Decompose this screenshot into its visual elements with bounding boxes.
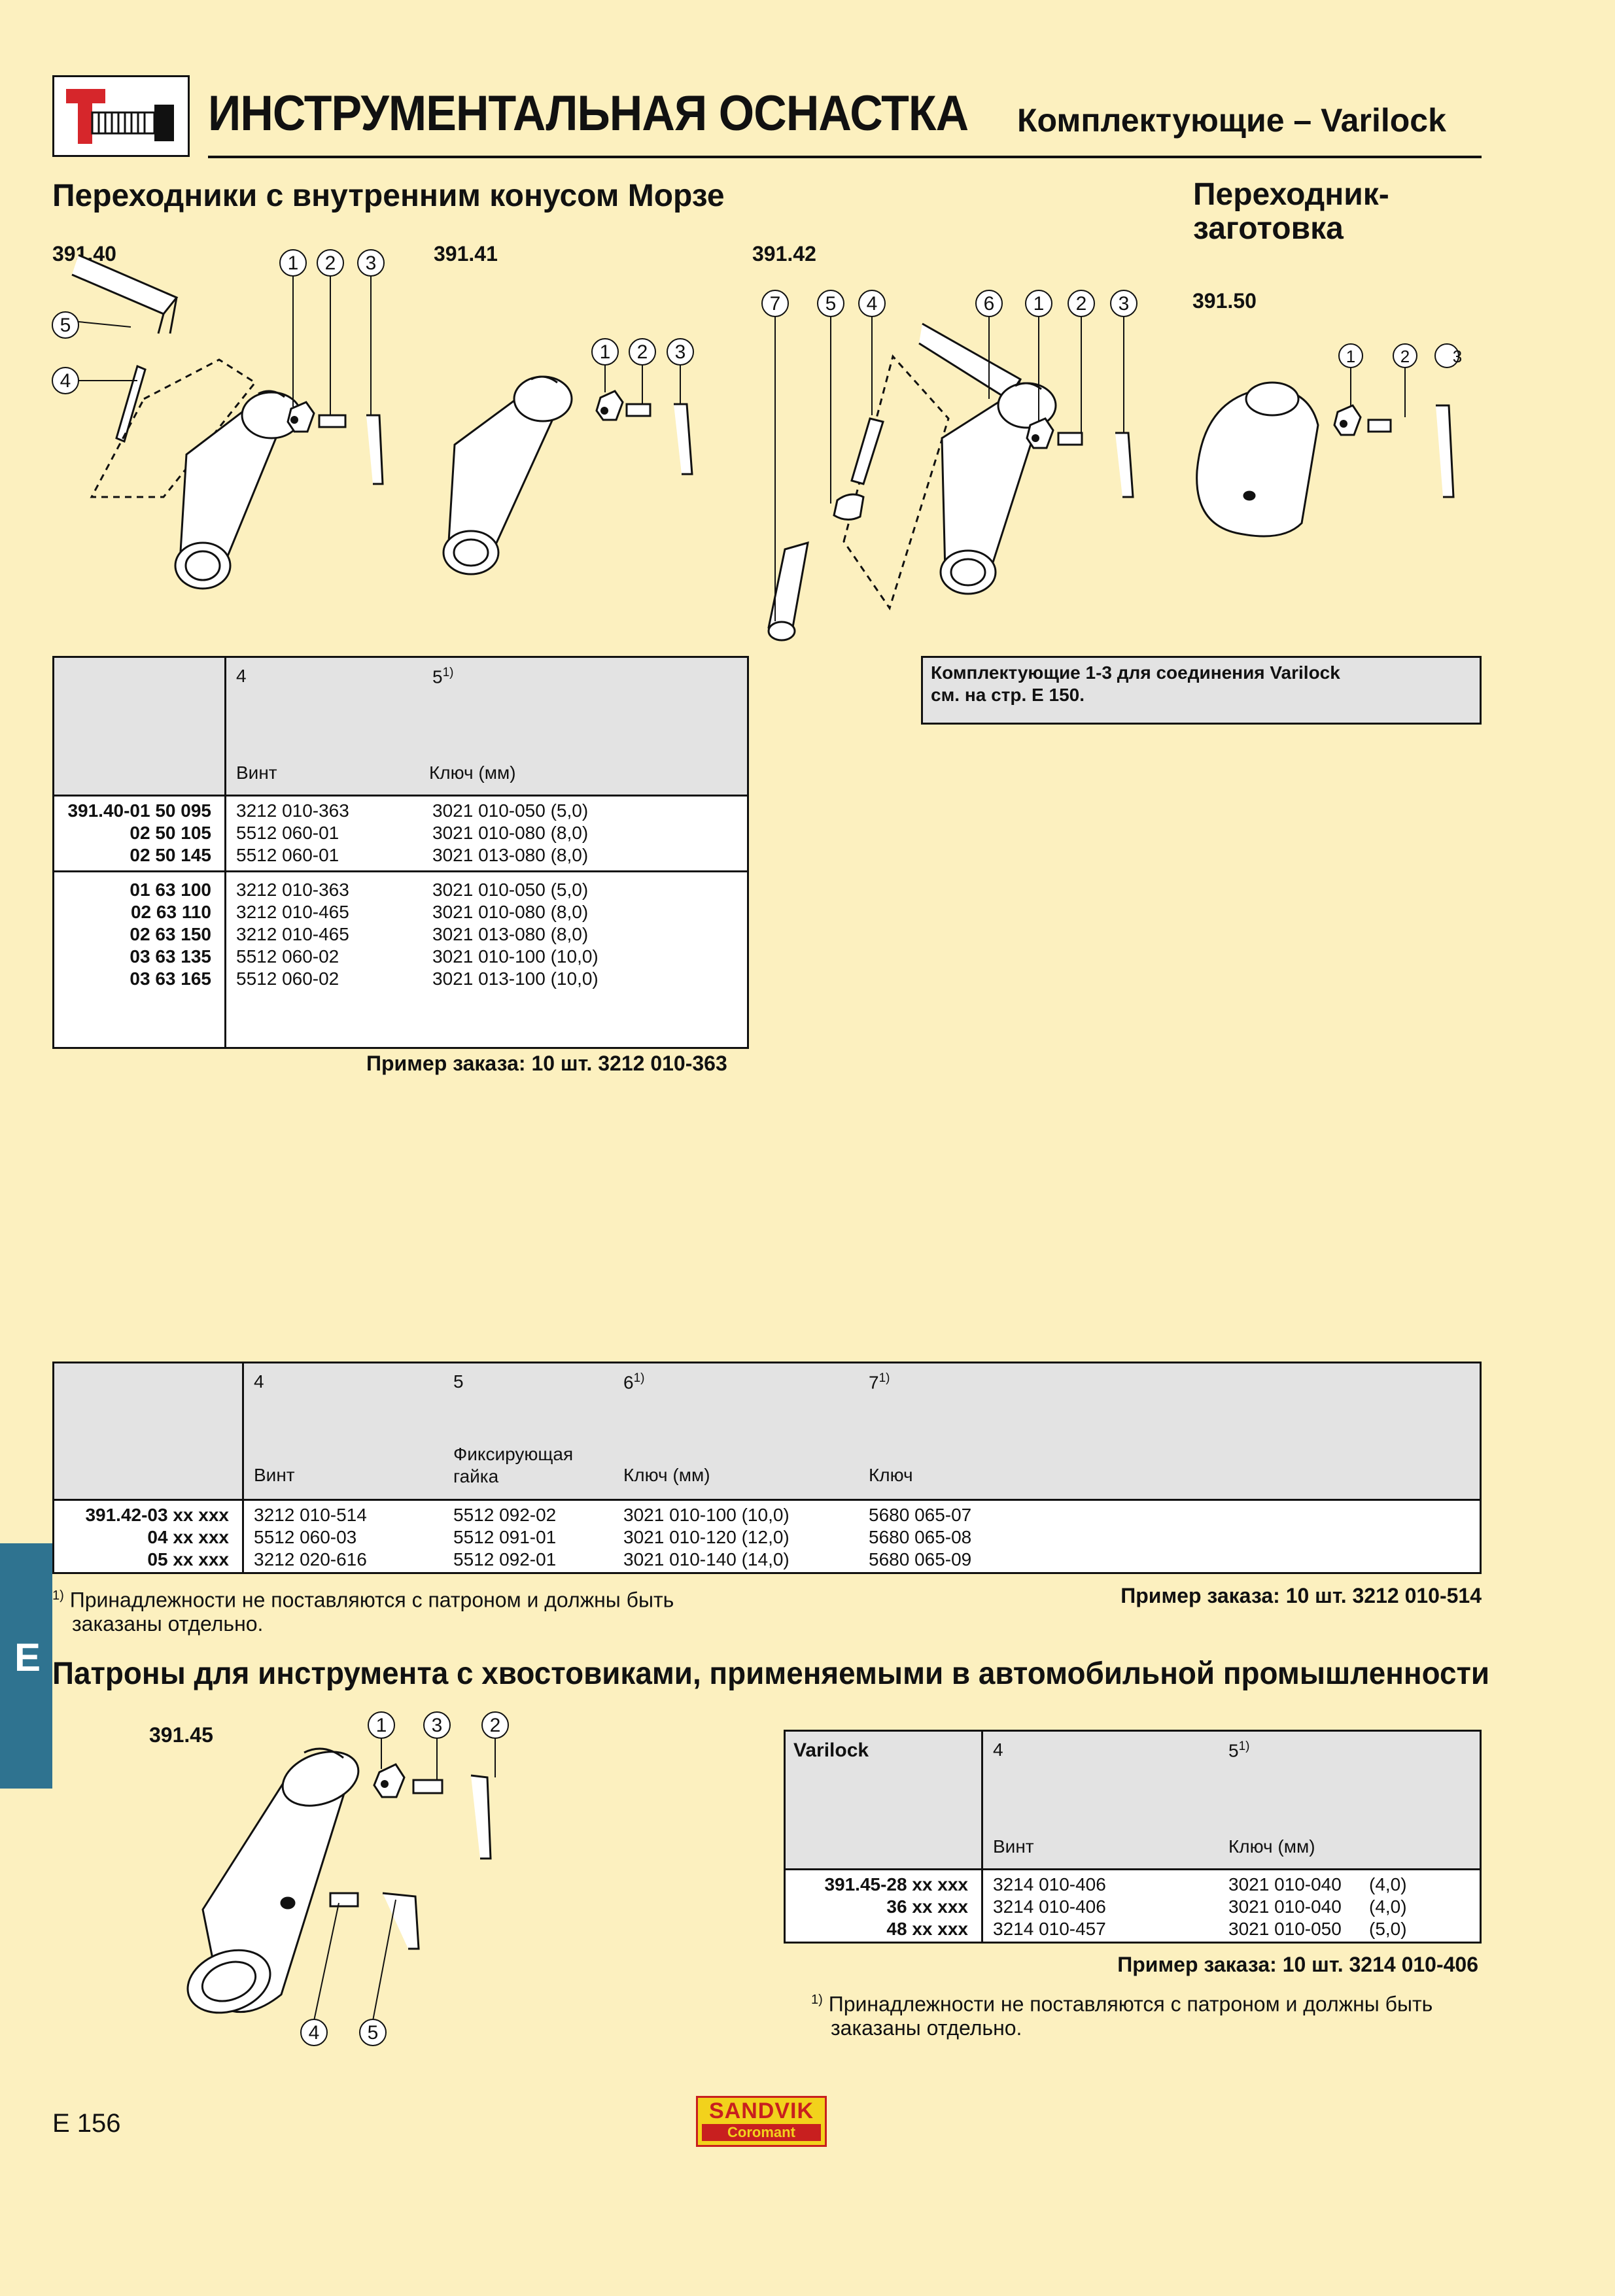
table-cell: 3021 010-080 (8,0) xyxy=(432,902,589,922)
callout-391-42-5-label: 5 xyxy=(825,293,837,315)
table-cell: 5512 091-01 xyxy=(453,1527,557,1547)
table-cell: 3021 010-100 (10,0) xyxy=(432,946,599,967)
table-cell: 3212 010-465 xyxy=(236,902,349,922)
table-cell: 3212 020-616 xyxy=(254,1549,367,1569)
table-cell: 3214 010-406 xyxy=(993,1896,1106,1917)
table2-col-num-6-value: 6 xyxy=(623,1372,634,1393)
page-title: ИНСТРУМЕНТАЛЬНАЯ ОСНАСТКА xyxy=(208,86,969,141)
table2-col-name-key: Ключ xyxy=(869,1465,913,1485)
page-subtitle: Комплектующие – Varilock xyxy=(1017,102,1446,139)
table-row: 36 xx xxx xyxy=(886,1896,968,1917)
header-divider xyxy=(208,156,1482,158)
table-cell: 5512 060-02 xyxy=(236,946,339,967)
table1-col-name-key: Ключ (мм) xyxy=(429,762,516,783)
drawing-391-45 xyxy=(164,1707,530,2053)
table-row: 02 50 105 xyxy=(130,823,211,843)
callout-391-41-1-label: 1 xyxy=(599,341,611,363)
code-391-50: 391.50 xyxy=(1192,289,1257,313)
table-cell: 3212 010-363 xyxy=(236,880,349,900)
table1-col-num-4: 4 xyxy=(236,666,247,686)
blank-adapter-title-line1: Переходник- xyxy=(1193,177,1389,212)
varilock-info-box xyxy=(921,656,1482,725)
table-cell: 3214 010-406 xyxy=(993,1874,1106,1894)
table2-col-num-5: 5 xyxy=(453,1371,464,1392)
callout-391-50-3-label: 3 xyxy=(1452,347,1463,366)
table-cell: 3021 013-080 (8,0) xyxy=(432,845,589,865)
table-row: 03 63 135 xyxy=(130,946,211,967)
page-number: E 156 xyxy=(52,2109,121,2138)
table2-col-sup-7: 1) xyxy=(878,1371,890,1385)
callout-391-40-1-label: 1 xyxy=(287,252,299,274)
table3-header-cell xyxy=(982,1731,1481,1870)
table3-corner-cell: Varilock xyxy=(785,1731,982,1870)
table-cell: 5512 060-01 xyxy=(236,845,339,865)
callout-391-40-3-label: 3 xyxy=(365,252,377,274)
code-391-45: 391.45 xyxy=(149,1723,213,1747)
table2-header-cell xyxy=(243,1363,1481,1500)
table3-footnote xyxy=(811,1988,1433,2040)
table2-col-num-6 xyxy=(623,1371,644,1393)
table-cell: 3021 013-080 (8,0) xyxy=(432,924,589,944)
callout-391-45-5-label: 5 xyxy=(367,2022,379,2044)
drawing-391-40 xyxy=(46,235,399,602)
callout-391-42-7-label: 7 xyxy=(769,293,781,315)
table3-footnote-mark: 1) xyxy=(811,1993,823,2007)
callout-391-42-4-label: 4 xyxy=(866,293,878,315)
table2-codes xyxy=(54,1500,243,1573)
callout-391-40-5-label: 5 xyxy=(60,315,71,336)
section-title-morse-adapters: Переходники с внутренним конусом Морзе xyxy=(52,179,725,213)
table3-col-name-screw: Винт xyxy=(993,1836,1034,1857)
section-tab-letter: E xyxy=(14,1636,41,1679)
table1-col-num-5-value: 5 xyxy=(432,666,443,687)
table3-footnote-line2: заказаны отдельно. xyxy=(831,2015,1022,2040)
brand-line2: Coromant xyxy=(702,2124,821,2141)
table-cell: 3212 010-514 xyxy=(254,1505,367,1525)
table-row: 02 63 150 xyxy=(130,924,211,944)
callout-391-41-2-label: 2 xyxy=(636,341,648,363)
drawing-391-41 xyxy=(419,327,706,575)
table1-corner-cell xyxy=(54,657,226,796)
table-cell: 5512 060-02 xyxy=(236,968,339,989)
table-cell: 3214 010-457 xyxy=(993,1919,1106,1939)
table1-group1-values xyxy=(226,796,748,872)
callout-391-45-2-label: 2 xyxy=(489,1715,501,1736)
table1-group1-codes xyxy=(54,796,226,872)
table1-col-num-5 xyxy=(432,666,453,687)
table-cell: 3212 010-465 xyxy=(236,924,349,944)
table-cell: 5680 065-09 xyxy=(869,1549,972,1569)
table2-col-name-key-mm: Ключ (мм) xyxy=(623,1465,710,1485)
table1-order-example: Пример заказа: 10 шт. 3212 010-363 xyxy=(366,1052,727,1075)
section-title-automotive-chucks: Патроны для инструмента с хвостовиками, применяемыми в автомобильной промышленности xyxy=(52,1656,1490,1691)
table-cell: 5680 065-07 xyxy=(869,1505,972,1525)
table-row: 391.40-01 50 095 xyxy=(67,800,211,821)
table-row: 02 50 145 xyxy=(130,845,211,865)
table3-order-example: Пример заказа: 10 шт. 3214 010-406 xyxy=(1117,1953,1478,1976)
table-row: 04 xx xxx xyxy=(147,1527,229,1547)
callout-391-42-1-label: 1 xyxy=(1033,293,1045,315)
callout-391-50-2-label: 2 xyxy=(1400,347,1410,366)
table3-col-num-5 xyxy=(1228,1739,1249,1761)
blank-adapter-title-line2: заготовка xyxy=(1193,211,1344,246)
table-row: 03 63 165 xyxy=(130,968,211,989)
callout-391-50-1-label: 1 xyxy=(1346,347,1356,366)
table-cell: 3021 010-140 (14,0) xyxy=(623,1549,790,1569)
table3-codes xyxy=(785,1870,982,1943)
table2-col-num-7-value: 7 xyxy=(869,1372,879,1393)
table2-col-name-nut xyxy=(453,1443,573,1488)
section-title-blank-adapter xyxy=(1193,178,1389,246)
table2-footnote-mark: 1) xyxy=(52,1588,64,1603)
table-row: 48 xx xxx xyxy=(886,1919,968,1939)
table-row: 391.42-03 xx xxx xyxy=(85,1505,229,1525)
info-box-line2: см. на стр. E 150. xyxy=(931,685,1085,705)
table-row: 02 63 110 xyxy=(130,902,211,922)
callout-391-42-2-label: 2 xyxy=(1075,293,1087,315)
table2-col-sup-6: 1) xyxy=(633,1371,645,1385)
code-391-40: 391.40 xyxy=(52,242,116,266)
callout-391-45-4-label: 4 xyxy=(308,2022,320,2044)
callout-391-45-1-label: 1 xyxy=(375,1715,387,1736)
table2-col-num-7 xyxy=(869,1371,890,1393)
table1-group2-values xyxy=(226,872,748,1048)
table2-footnote xyxy=(52,1584,674,1636)
table1-group2-codes xyxy=(54,872,226,1048)
table-morse-adapter-parts xyxy=(52,656,749,1049)
table2-footnote-line1: Принадлежности не поставляются с патроном и должны быть xyxy=(69,1588,674,1612)
callout-391-45-3-label: 3 xyxy=(431,1715,443,1736)
table-cell: 3021 010-050 (5,0) xyxy=(432,880,589,900)
table1-header-cell xyxy=(226,657,748,796)
table-cell: 5512 092-01 xyxy=(453,1549,557,1569)
table2-col-num-4: 4 xyxy=(254,1371,264,1392)
t-handle-wrench-icon xyxy=(54,77,188,155)
catalog-section-logo xyxy=(52,75,190,157)
table2-corner-cell xyxy=(54,1363,243,1500)
table3-values xyxy=(982,1870,1481,1943)
table-cell: (4,0) xyxy=(1369,1896,1407,1917)
table1-col-name-screw: Винт xyxy=(236,762,277,783)
table-391-45-parts xyxy=(784,1730,1482,1944)
table-row: 391.45-28 xx xxx xyxy=(824,1874,968,1894)
table-cell: 3021 013-100 (10,0) xyxy=(432,968,599,989)
table2-footnote-line2: заказаны отдельно. xyxy=(72,1611,264,1636)
code-391-42: 391.42 xyxy=(752,242,816,266)
brand-line1: SANDVIK xyxy=(708,2099,814,2123)
table-391-42-parts xyxy=(52,1362,1482,1574)
table2-col-name-nut-line1: Фиксирующая xyxy=(453,1444,574,1464)
table-cell: 3021 010-080 (8,0) xyxy=(432,823,589,843)
info-box-line1: Комплектующие 1-3 для соединения Varilock xyxy=(931,662,1340,683)
table2-order-example: Пример заказа: 10 шт. 3212 010-514 xyxy=(1120,1584,1482,1607)
table-cell: 3021 010-050 (5,0) xyxy=(432,800,589,821)
table3-col-num-4: 4 xyxy=(993,1739,1003,1760)
table-cell: 5512 060-01 xyxy=(236,823,339,843)
table-cell: 3021 010-040 xyxy=(1228,1874,1342,1894)
table2-col-name-screw: Винт xyxy=(254,1465,295,1485)
sandvik-coromant-logo xyxy=(696,2096,827,2147)
table3-col-num-5-value: 5 xyxy=(1228,1740,1239,1761)
table-row: 01 63 100 xyxy=(130,880,211,900)
table-cell: 3021 010-100 (10,0) xyxy=(623,1505,790,1525)
table-cell: 5512 060-03 xyxy=(254,1527,357,1547)
table-cell: 3212 010-363 xyxy=(236,800,349,821)
table-row: 05 xx xxx xyxy=(147,1549,229,1569)
callout-391-42-6-label: 6 xyxy=(983,293,995,315)
callout-391-40-4-label: 4 xyxy=(60,370,71,392)
table-cell: (5,0) xyxy=(1369,1919,1407,1939)
drawing-391-42 xyxy=(746,281,1158,654)
table3-col-sup: 1) xyxy=(1238,1739,1250,1753)
table-cell: 5512 092-02 xyxy=(453,1505,557,1525)
table2-values xyxy=(243,1500,1481,1573)
table1-col-sup: 1) xyxy=(442,666,454,679)
table3-footnote-line1: Принадлежности не поставляются с патроном и должны быть xyxy=(828,1992,1433,2016)
callout-391-41-3-label: 3 xyxy=(674,341,686,363)
code-391-41: 391.41 xyxy=(434,242,498,266)
table2-col-name-nut-line2: гайка xyxy=(453,1466,499,1486)
table-cell: 3021 010-050 xyxy=(1228,1919,1342,1939)
callout-391-42-3-label: 3 xyxy=(1118,293,1130,315)
table-cell: 5680 065-08 xyxy=(869,1527,972,1547)
callout-391-40-2-label: 2 xyxy=(324,252,336,274)
table-cell: 3021 010-040 xyxy=(1228,1896,1342,1917)
table-cell: (4,0) xyxy=(1369,1874,1407,1894)
table-cell: 3021 010-120 (12,0) xyxy=(623,1527,790,1547)
drawing-391-50 xyxy=(1184,334,1485,549)
table3-col-name-key: Ключ (мм) xyxy=(1228,1836,1315,1857)
